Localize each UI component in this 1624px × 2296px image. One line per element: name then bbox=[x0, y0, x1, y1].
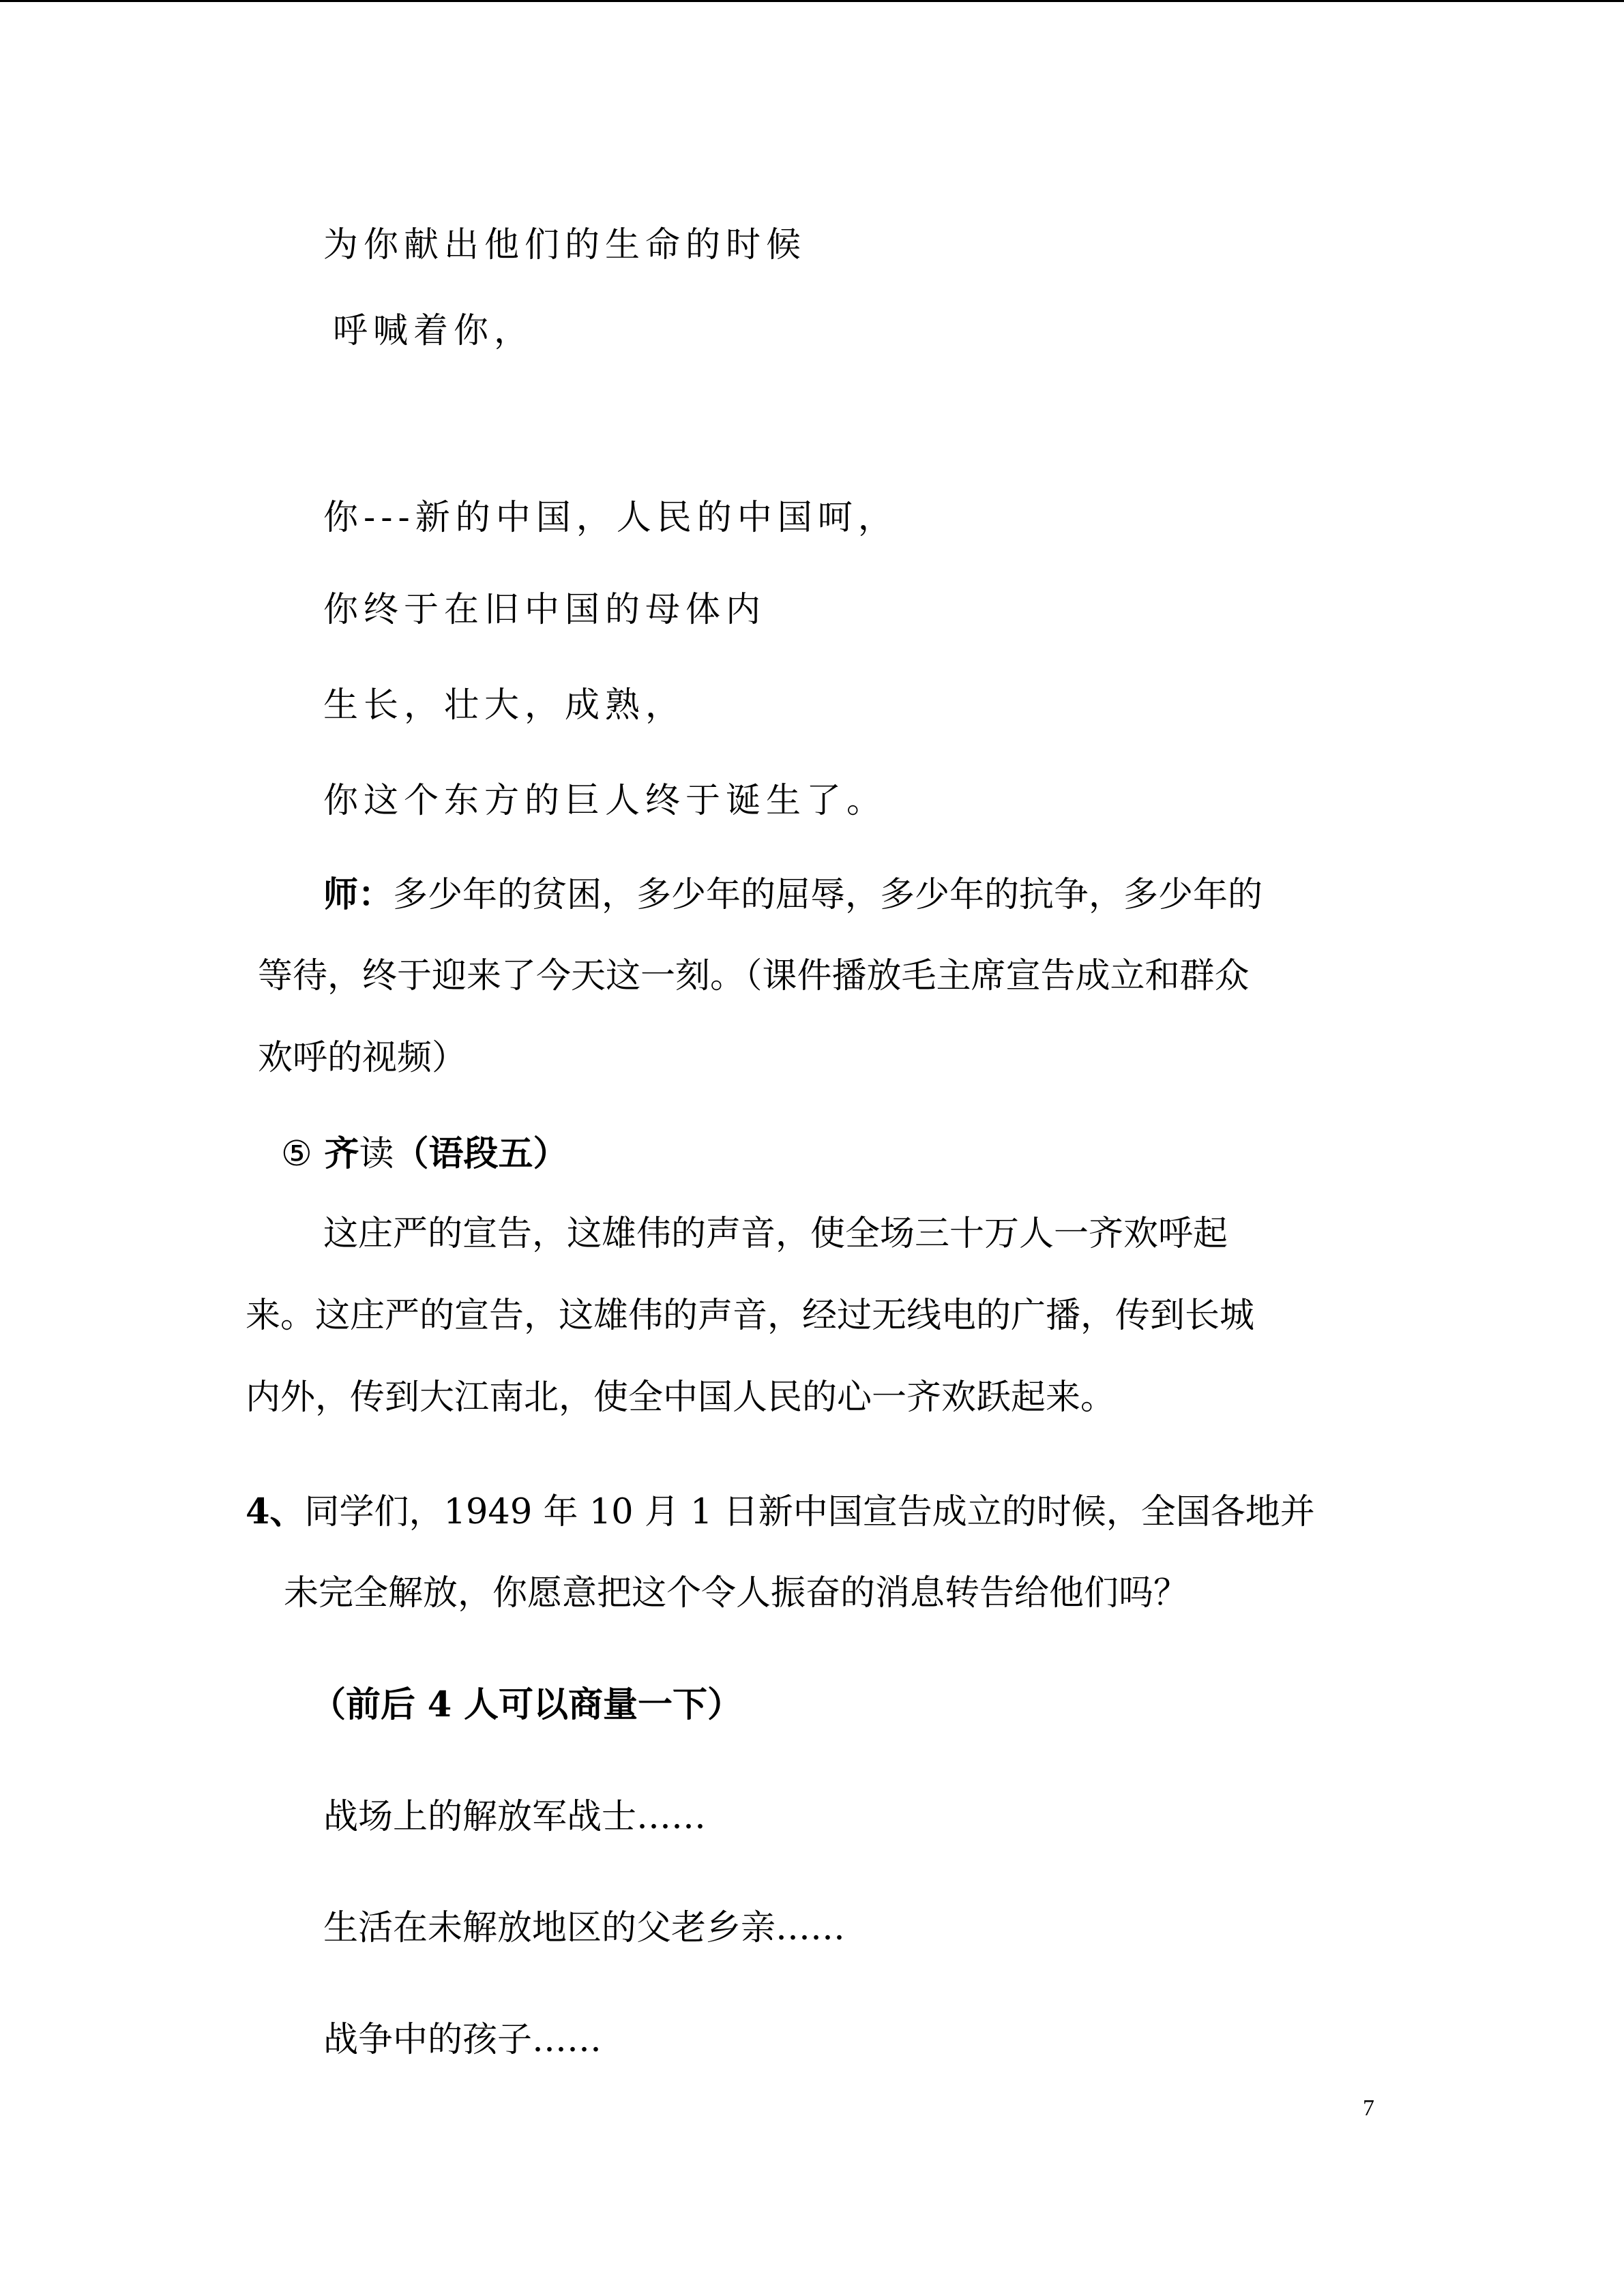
poem-line-1: 为你献出他们的生命的时候 bbox=[323, 225, 807, 265]
teacher-paragraph-line-3: 欢呼的视频） bbox=[258, 1038, 467, 1078]
poem-line-5: 生长，壮大，成熟， bbox=[323, 685, 686, 726]
discussion-note: （前后 4 人可以商量一下） bbox=[311, 1684, 742, 1725]
poem-line-6: 你这个东方的巨人终于诞生了。 bbox=[323, 781, 887, 821]
poem-line-4: 你终于在旧中国的母体内 bbox=[323, 590, 767, 630]
prompt-soldiers: 战场上的解放军战士…… bbox=[323, 1797, 707, 1837]
teacher-text-1: 多少年的贫困，多少年的屈辱，多少年的抗争，多少年的 bbox=[393, 875, 1263, 915]
circled-number-five: ⑤ bbox=[281, 1134, 312, 1174]
item-four-line-2: 未完全解放，你愿意把这个令人振奋的消息转告给他们吗？ bbox=[284, 1573, 1189, 1613]
page-number: 7 bbox=[1363, 2096, 1374, 2121]
teacher-paragraph-line-2: 等待，终于迎来了今天这一刻。（课件播放毛主席宣告成立和群众 bbox=[258, 956, 1250, 996]
passage-line-1: 这庄严的宣告，这雄伟的声音，使全场三十万人一齐欢呼起 bbox=[323, 1214, 1228, 1254]
prompt-children: 战争中的孩子…… bbox=[323, 2020, 602, 2060]
section-qi: 齐 bbox=[324, 1133, 359, 1174]
prompt-villagers: 生活在未解放地区的父老乡亲…… bbox=[323, 1908, 846, 1948]
poem-line-3: 你---新的中国，人民的中国呵， bbox=[323, 498, 898, 538]
poem-line-2: 呼喊着你， bbox=[333, 311, 535, 351]
section-five-title: （语段五） bbox=[394, 1133, 568, 1174]
passage-line-2: 来。这庄严的宣告，这雄伟的声音，经过无线电的广播，传到长城 bbox=[246, 1296, 1255, 1336]
item-four-number: 4、 bbox=[246, 1491, 305, 1532]
teacher-label: 师： bbox=[323, 874, 394, 915]
passage-line-3: 内外，传到大江南北，使全中国人民的心一齐欢跃起来。 bbox=[246, 1377, 1116, 1418]
item-four-line-1 bbox=[246, 1491, 1315, 1533]
top-border-line bbox=[0, 0, 1624, 2]
section-du: 读 bbox=[359, 1134, 394, 1174]
item-four-text-1: 同学们，1949 年 10 月 1 日新中国宣告成立的时候，全国各地并 bbox=[304, 1492, 1315, 1532]
teacher-paragraph-line-1 bbox=[323, 874, 1263, 916]
section-five-heading bbox=[281, 1133, 568, 1175]
